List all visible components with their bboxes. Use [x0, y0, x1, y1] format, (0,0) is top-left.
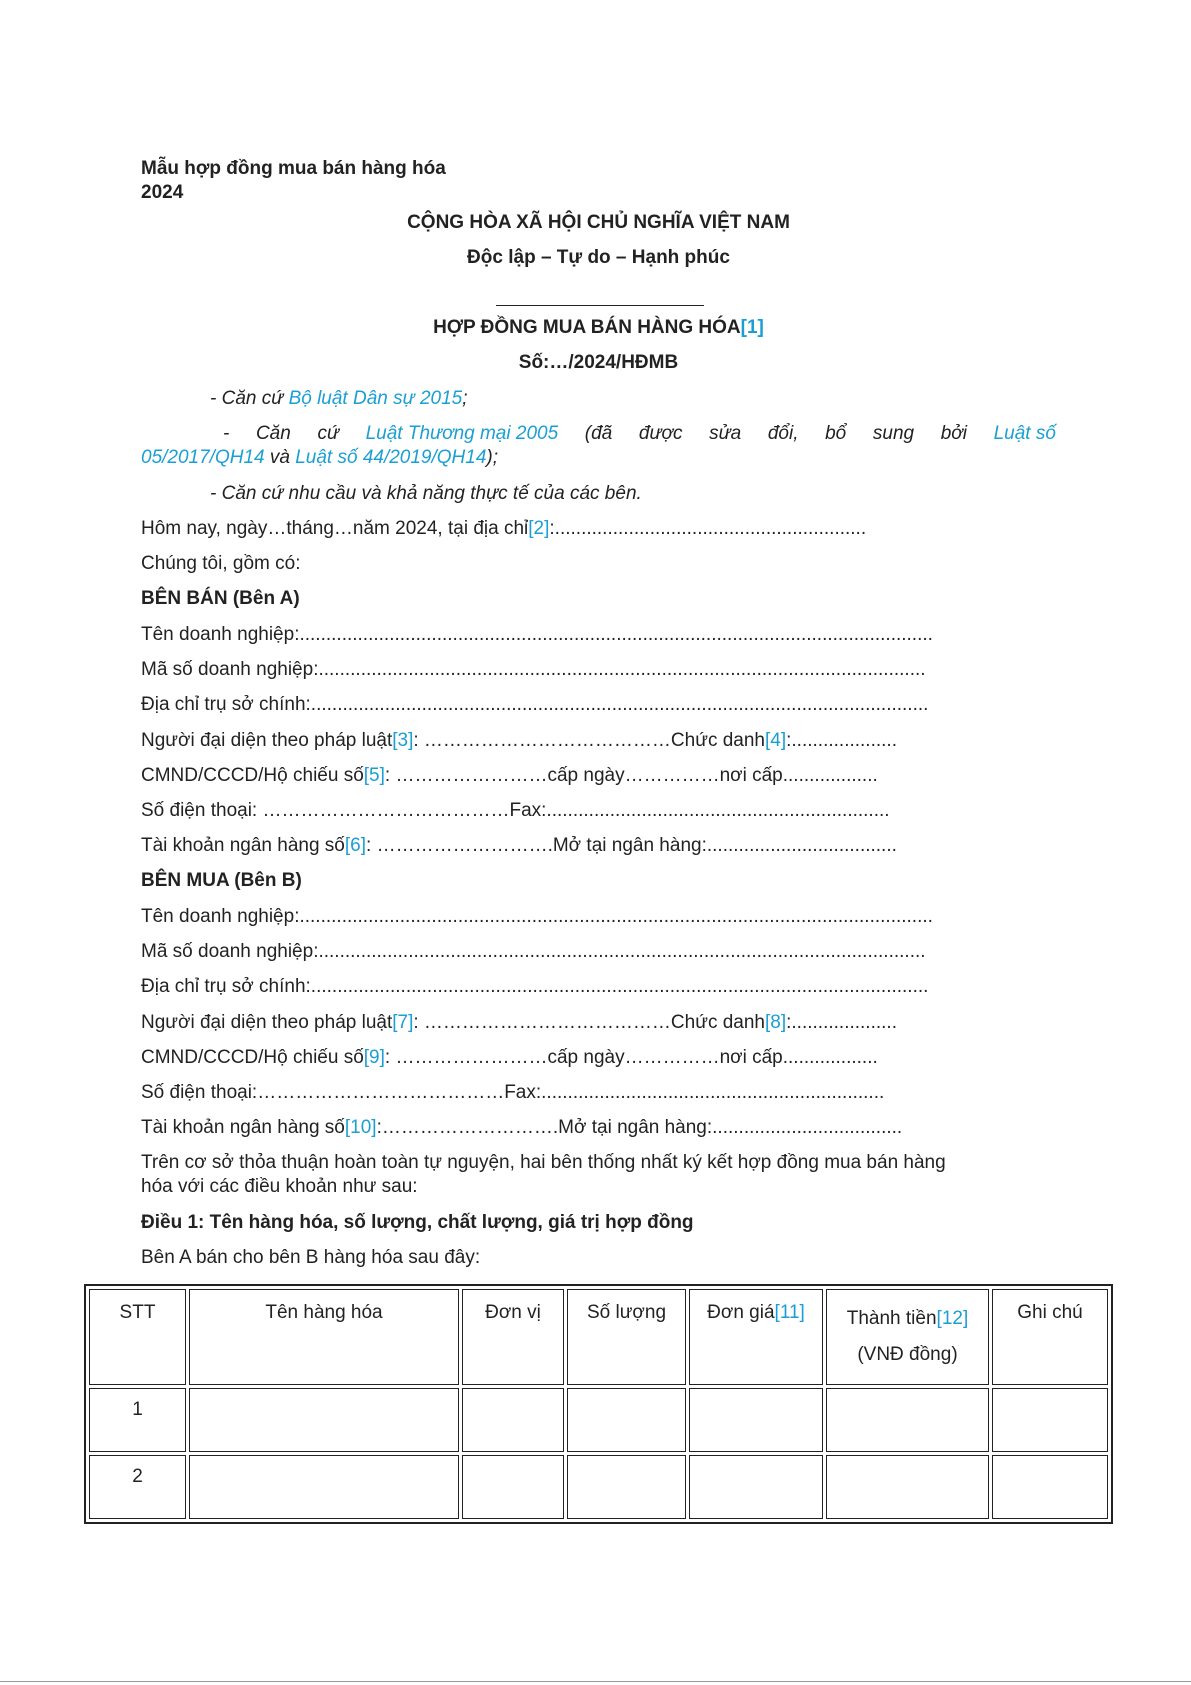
- buyer-rep-mid: : …………………………………Chức danh: [413, 1012, 765, 1033]
- lb2-word: bổ: [825, 423, 847, 444]
- legal-basis-1-suffix: ;: [462, 388, 468, 409]
- col-header-stt: STT: [89, 1289, 186, 1385]
- civil-code-link[interactable]: Bộ luật Dân sự 2015: [288, 388, 463, 409]
- date-text: Hôm nay, ngày…tháng…năm 2024, tại địa chỉ: [141, 518, 529, 539]
- cell-unit: [462, 1388, 564, 1452]
- article-1-intro: Bên A bán cho bên B hàng hóa sau đây:: [141, 1247, 481, 1268]
- legal-basis-2-line2: [141, 447, 498, 469]
- table-row: [89, 1388, 1108, 1452]
- seller-tax-code: Mã số doanh nghiệp:...................................................................................................................: [141, 659, 926, 680]
- footnote-link-1[interactable]: [1]: [740, 317, 764, 338]
- buyer-address: Địa chỉ trụ sở chính:.....................................................................................................................: [141, 976, 929, 997]
- col-header-total-text: Thành tiền: [846, 1308, 937, 1329]
- legal-basis-1: [210, 388, 468, 410]
- agreement-line-2: hóa với các điều khoản như sau:: [141, 1176, 418, 1197]
- lb2-word: đổi,: [767, 423, 799, 444]
- lb2-word: Căn: [255, 423, 291, 444]
- buyer-bank: [141, 1117, 902, 1139]
- seller-rep-label: Người đại diện theo pháp luật: [141, 730, 393, 751]
- cell-stt: 2: [89, 1455, 186, 1519]
- seller-id-end: : ……………………cấp ngày……………nơi cấp..................: [384, 765, 878, 786]
- col-header-qty: Số lượng: [567, 1289, 686, 1385]
- seller-bank-end: : ……………………….Mở tại ngân hàng:....................................: [366, 835, 897, 856]
- lb2-end: );: [486, 447, 499, 468]
- cell-note: [992, 1455, 1108, 1519]
- table-row: [89, 1455, 1108, 1519]
- legal-basis-3: - Căn cứ nhu cầu và khả năng thực tế của các bên.: [210, 483, 642, 504]
- buyer-bank-end: :……………………….Mở tại ngân hàng:....................................: [376, 1117, 903, 1138]
- lb2-word: bởi: [940, 423, 967, 444]
- country-name: CỘNG HÒA XÃ HỘI CHỦ NGHĨA VIỆT NAM: [407, 212, 790, 233]
- footnote-link-5[interactable]: [5]: [363, 765, 385, 786]
- cell-total: [826, 1388, 989, 1452]
- doc-year: 2024: [141, 182, 184, 203]
- seller-bank: [141, 835, 897, 857]
- lb2-word: sung: [872, 423, 915, 444]
- commercial-law-link[interactable]: Luật Thương mại 2005: [365, 423, 559, 444]
- buyer-id-label: CMND/CCCD/Hộ chiếu số: [141, 1047, 364, 1068]
- seller-id-label: CMND/CCCD/Hộ chiếu số: [141, 765, 364, 786]
- buyer-rep-end: :....................: [786, 1012, 897, 1033]
- seller-heading: BÊN BÁN (Bên A): [141, 588, 300, 609]
- lb2-word: -: [223, 423, 230, 444]
- cell-note: [992, 1388, 1108, 1452]
- doc-title: Mẫu hợp đồng mua bán hàng hóa: [141, 158, 446, 179]
- legal-basis-1-prefix: - Căn cứ: [210, 388, 289, 409]
- col-header-note: Ghi chú: [992, 1289, 1108, 1385]
- date-dots: :...........................................................: [549, 518, 867, 539]
- cell-total: [826, 1455, 989, 1519]
- contract-number: Số:…/2024/HĐMB: [518, 352, 679, 373]
- cell-qty: [567, 1388, 686, 1452]
- lb2-word: sửa: [709, 423, 742, 444]
- col-header-total-unit: (VNĐ đồng): [857, 1344, 958, 1365]
- contract-title: [141, 317, 1056, 339]
- amend-law-link-c[interactable]: Luật số 44/2019/QH14: [295, 447, 487, 468]
- seller-rep-end: :....................: [786, 730, 897, 751]
- we-include: Chúng tôi, gồm có:: [141, 553, 301, 574]
- cell-name: [189, 1388, 459, 1452]
- footnote-link-4[interactable]: [4]: [765, 730, 787, 751]
- cell-stt: 1: [89, 1388, 186, 1452]
- footnote-link-8[interactable]: [8]: [765, 1012, 787, 1033]
- seller-id: [141, 765, 878, 787]
- seller-phone: Số điện thoại: …………………………………Fax:.................................................................: [141, 800, 890, 821]
- footnote-link-6[interactable]: [6]: [344, 835, 367, 856]
- footnote-link-9[interactable]: [9]: [363, 1047, 385, 1068]
- agreement-line-1: Trên cơ sở thỏa thuận hoàn toàn tự nguyện, hai bên thống nhất ký kết hợp đồng mua bán hàng: [141, 1152, 946, 1173]
- buyer-heading: BÊN MUA (Bên B): [141, 870, 302, 891]
- lb2-and: và: [264, 447, 296, 468]
- cell-price: [689, 1388, 823, 1452]
- col-header-name: Tên hàng hóa: [189, 1289, 459, 1385]
- lb2-word: (đã: [584, 423, 613, 444]
- footnote-link-3[interactable]: [3]: [392, 730, 414, 751]
- buyer-tax-code: Mã số doanh nghiệp:...................................................................................................................: [141, 941, 926, 962]
- col-header-unit: Đơn vị: [462, 1289, 564, 1385]
- amend-law-link-a[interactable]: Luật số: [993, 423, 1056, 444]
- seller-address: Địa chỉ trụ sở chính:.....................................................................................................................: [141, 694, 929, 715]
- cell-qty: [567, 1455, 686, 1519]
- col-header-price-text: Đơn giá: [707, 1302, 775, 1323]
- seller-bank-label: Tài khoản ngân hàng số: [141, 835, 345, 856]
- footnote-link-11[interactable]: [11]: [774, 1302, 805, 1323]
- seller-representative: [141, 730, 897, 752]
- buyer-representative: [141, 1012, 897, 1034]
- lb2-word: được: [638, 423, 683, 444]
- buyer-id-end: : ……………………cấp ngày……………nơi cấp..................: [384, 1047, 878, 1068]
- table-header-row: [89, 1289, 1108, 1385]
- footnote-link-12[interactable]: [12]: [936, 1308, 969, 1329]
- motto: Độc lập – Tự do – Hạnh phúc: [467, 247, 730, 268]
- page-bottom-rule: [0, 1681, 1191, 1682]
- buyer-rep-label: Người đại diện theo pháp luật: [141, 1012, 393, 1033]
- header-divider: [496, 305, 704, 306]
- seller-company: Tên doanh nghiệp:........................................................................................................................: [141, 624, 933, 645]
- amend-law-link-b[interactable]: 05/2017/QH14: [141, 447, 265, 468]
- article-1-heading: Điều 1: Tên hàng hóa, số lượng, chất lượng, giá trị hợp đồng: [141, 1212, 694, 1233]
- legal-basis-2-line1: [141, 423, 1056, 445]
- seller-rep-mid: : …………………………………Chức danh: [413, 730, 765, 751]
- buyer-company: Tên doanh nghiệp:........................................................................................................................: [141, 906, 933, 927]
- lb2-word: cứ: [317, 423, 339, 444]
- col-header-total: [826, 1289, 989, 1385]
- footnote-link-2[interactable]: [2]: [528, 518, 550, 539]
- date-place-line: [141, 518, 866, 540]
- cell-name: [189, 1455, 459, 1519]
- buyer-phone: Số điện thoại:…………………………………Fax:.................................................................: [141, 1082, 885, 1103]
- cell-unit: [462, 1455, 564, 1519]
- cell-price: [689, 1455, 823, 1519]
- footnote-link-7[interactable]: [7]: [392, 1012, 414, 1033]
- buyer-bank-label: Tài khoản ngân hàng số: [141, 1117, 345, 1138]
- buyer-id: [141, 1047, 878, 1069]
- contract-title-text: HỢP ĐỒNG MUA BÁN HÀNG HÓA: [433, 317, 741, 338]
- goods-table: [84, 1284, 1113, 1524]
- footnote-link-10[interactable]: [10]: [344, 1117, 377, 1138]
- col-header-price: [689, 1289, 823, 1385]
